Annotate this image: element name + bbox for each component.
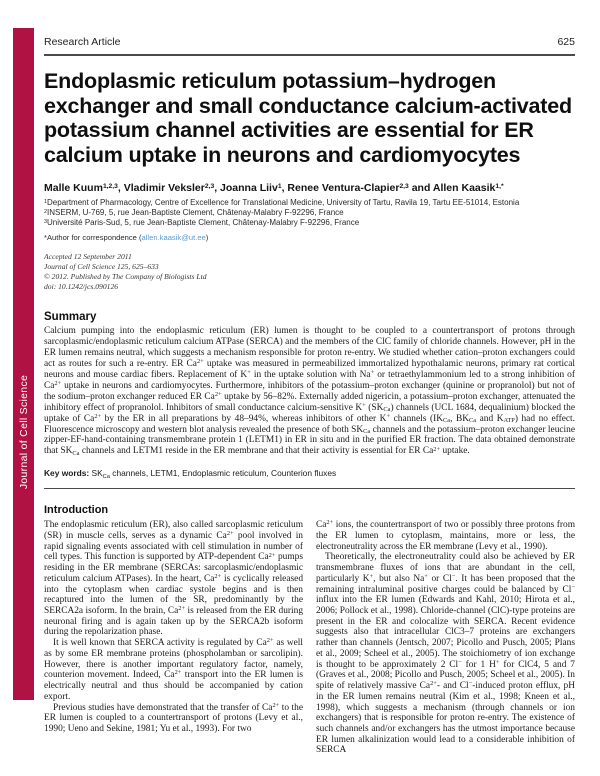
introduction-columns xyxy=(44,520,575,756)
page-header xyxy=(44,36,575,56)
intro-paragraph: Theoretically, the electroneutrality could also be achieved by ER transmembrane fluxes of ions that are abundant in the cell, particularly K+, but also Na+ or Cl−. It has been proposed that the remaining intraluminal positive charges could be balanced by Cl− influx into the ER lumen (Edwards and Kahl, 2010; Hirota et al., 2006; Pollock et al., 1998). Chloride-channel (ClC)-type proteins are present in the ER and colocalize with SERCA. Recent evidence suggests also that intracellular ClC3–7 proteins are exchangers rather than channels (Jentsch, 2007; Picollo and Pusch, 2005; Plans et al., 2009; Scheel et al., 2005). The stoichiometry of ion exchange is thought to be approximately 2 Cl− for 1 H+ for ClC4, 5 and 7 (Graves et al., 2008; Picollo and Pusch, 2005; Scheel et al., 2005). In spite of relatively massive $Ca^{2+}-$ and Cl−-induced proton efflux, pH in the ER lumen remains neutral (Kim et al., 1998; Kneen et al., 1998), which suggests a mechanism (through channels or ion exchangers) that is responsible for proton re-entry. The existence of such channels and/or exchangers has the utmost importance because ER lumen alkalinization would lead to a considerable inhibition of SERCA xyxy=(316,552,575,756)
page-number: 625 xyxy=(557,36,575,48)
article-content xyxy=(44,36,575,756)
keywords-list: $SK_{Ca}$ channels, LETM1, Endoplasmic reticulum, Counterion fluxes xyxy=(91,468,337,480)
authors-line: Malle Kuum$^{1,2,3}$, Vladimir Veksler$^{2,3}$, Joanna Liiv$^1$, Renee Ventura-Clapier$^{2,3}$ and Allen Kaasik$^{1,*}$ xyxy=(44,182,504,195)
journal-ribbon-label: Journal of Cell Science xyxy=(17,374,30,490)
article-type-label: Research Article xyxy=(44,36,121,48)
intro-column-left xyxy=(44,520,303,756)
affiliation-line: $^2$INSERM, U-769, 5, rue Jean-Baptiste Clement, Châtenay-Malabry F-92296, France xyxy=(44,208,344,218)
introduction-heading: Introduction xyxy=(44,504,109,517)
affiliation-line: $^3$Université Paris-Sud, 5, rue Jean-Baptiste Clement, Châtenay-Malabry F-92296, France xyxy=(44,218,360,228)
correspondence-prefix: *Author for correspondence ( xyxy=(44,232,142,242)
intro-column-right xyxy=(316,520,575,756)
section-divider xyxy=(44,488,575,489)
correspondence-email-link[interactable]: allen.kaasik@ut.ee xyxy=(141,232,206,242)
intro-paragraph: The endoplasmic reticulum (ER), also called sarcoplasmic reticulum (SR) in muscle cells, serves as a dynamic $Ca^{2+}$ pool involved in rapid signaling events associated with cell stimulation in number of cell types. This function is supported by ATP-dependent $Ca^{2+}$ pumps residing in the ER membrane (SERCAs: sarcoplasmic/endoplasmic reticulum calcium ATPases). In the heart, $Ca^{2+}$ is cyclically released into the cytoplasm when cardiac systole begins and is then recaptured into the lumen of the SR, predominantly by the SERCA2a isoform. In the brain, $Ca^{2+}$ is released from the ER during neuronal firing and is again taken up by the SERCA2b isoform during the repolarization phase. xyxy=(44,520,304,638)
intro-paragraph: $Ca^{2+}$ ions, the countertransport of two or possibly three protons from the ER lumen to cytoplasm, maintains, more or less, the electroneutrality across the ER membrane (Levy et al., 1990). xyxy=(316,519,575,552)
summary-text: Calcium pumping into the endoplasmic reticulum (ER) lumen is thought to be coupled to a countertransport of protons through sarcoplasmic/endoplasmic reticulum calcium ATPase (SERCA) and the members of the ClC family of chloride channels. However, pH in the ER lumen remains neutral, which suggests a mechanism responsible for proton re-entry. We studied whether cation–proton exchangers could act as routes for such a re-entry. ER $Ca^{2+}$ uptake was measured in permeabilized immortalized hypothalamic neurons, primary rat cortical neurons and mouse cardiac fibers. Replacement of K+ in the uptake solution with Na+ or tetraethylammonium led to a strong inhibition of $Ca^{2+}$ uptake in neurons and cardiomyocytes. Furthermore, inhibitors of the potassium–proton exchanger (quinine or propranolol) but not of the sodium–proton exchanger reduced ER $Ca^{2+}$ uptake by 56–82%. Externally added nigericin, a potassium–proton exchanger, attenuated the inhibitory effect of propranolol. Inhibitors of small conductance calcium-sensitive K+ $(SK_{Ca})$ channels (UCL 1684, dequalinium) blocked the uptake of $Ca^{2+}$ by the ER in all preparations by 48–94%, whereas inhibitors of other K+ channels ($IK_{Ca}$, $BK_{Ca}$ and $K_{ATP}$) had no effect. Fluorescence microscopy and western blot analysis revealed the presence of both $SK_{Ca}$ channels and the potassium–proton exchanger leucine zipper-EF-hand-containing transmembrane protein 1 (LETM1) in ER in situ and in the purified ER fraction. The data obtained demonstrate that $SK_{Ca}$ channels and LETM1 reside in the ER membrane and that their activity is essential for ER $Ca^{2+}$ uptake. xyxy=(44,326,576,457)
meta-citation: Journal of Cell Science 125, 625–633 xyxy=(44,261,159,271)
correspondence-suffix: ) xyxy=(205,232,209,242)
meta-doi: doi: 10.1242/jcs.090126 xyxy=(44,281,119,291)
intro-paragraph: It is well known that SERCA activity is regulated by $Ca^{2+}$ as well as by some ER membrane proteins (phospholamban or sarcolipin). However, there is another important regulatory factor, namely, counterion movement. Indeed, $Ca^{2+}$ transport into the ER lumen is electrically neutral and thus should be accompanied by cation export. xyxy=(44,637,303,702)
journal-ribbon xyxy=(13,28,34,700)
keywords-line xyxy=(44,468,575,478)
meta-accepted-date: Accepted 12 September 2011 xyxy=(44,251,132,261)
meta-copyright: © 2012. Published by The Company of Biologists Ltd xyxy=(44,271,207,281)
affiliations-block xyxy=(44,198,575,228)
article-title: Endoplasmic reticulum potassium–hydrogen exchanger and small conductance calcium-activated potassium channel activities are essential for ER calcium uptake in neurons and cardiomyocytes xyxy=(44,69,572,168)
correspondence-note xyxy=(44,233,575,242)
summary-heading: Summary xyxy=(44,311,97,324)
affiliation-line: $^1$Department of Pharmacology, Centre of Excellence for Translational Medicine, University of Tartu, Ravila 19, Tartu EE-51014, Estonia xyxy=(44,198,520,208)
keywords-label: Key words: xyxy=(44,468,90,479)
intro-paragraph: Previous studies have demonstrated that the transfer of $Ca^{2+}$ to the ER lumen is coupled to a countertransport of protons (Levy et al., 1990; Ueno and Sekine, 1981; Yu et al., 1993). For two xyxy=(44,701,304,734)
article-meta-block xyxy=(44,252,575,291)
